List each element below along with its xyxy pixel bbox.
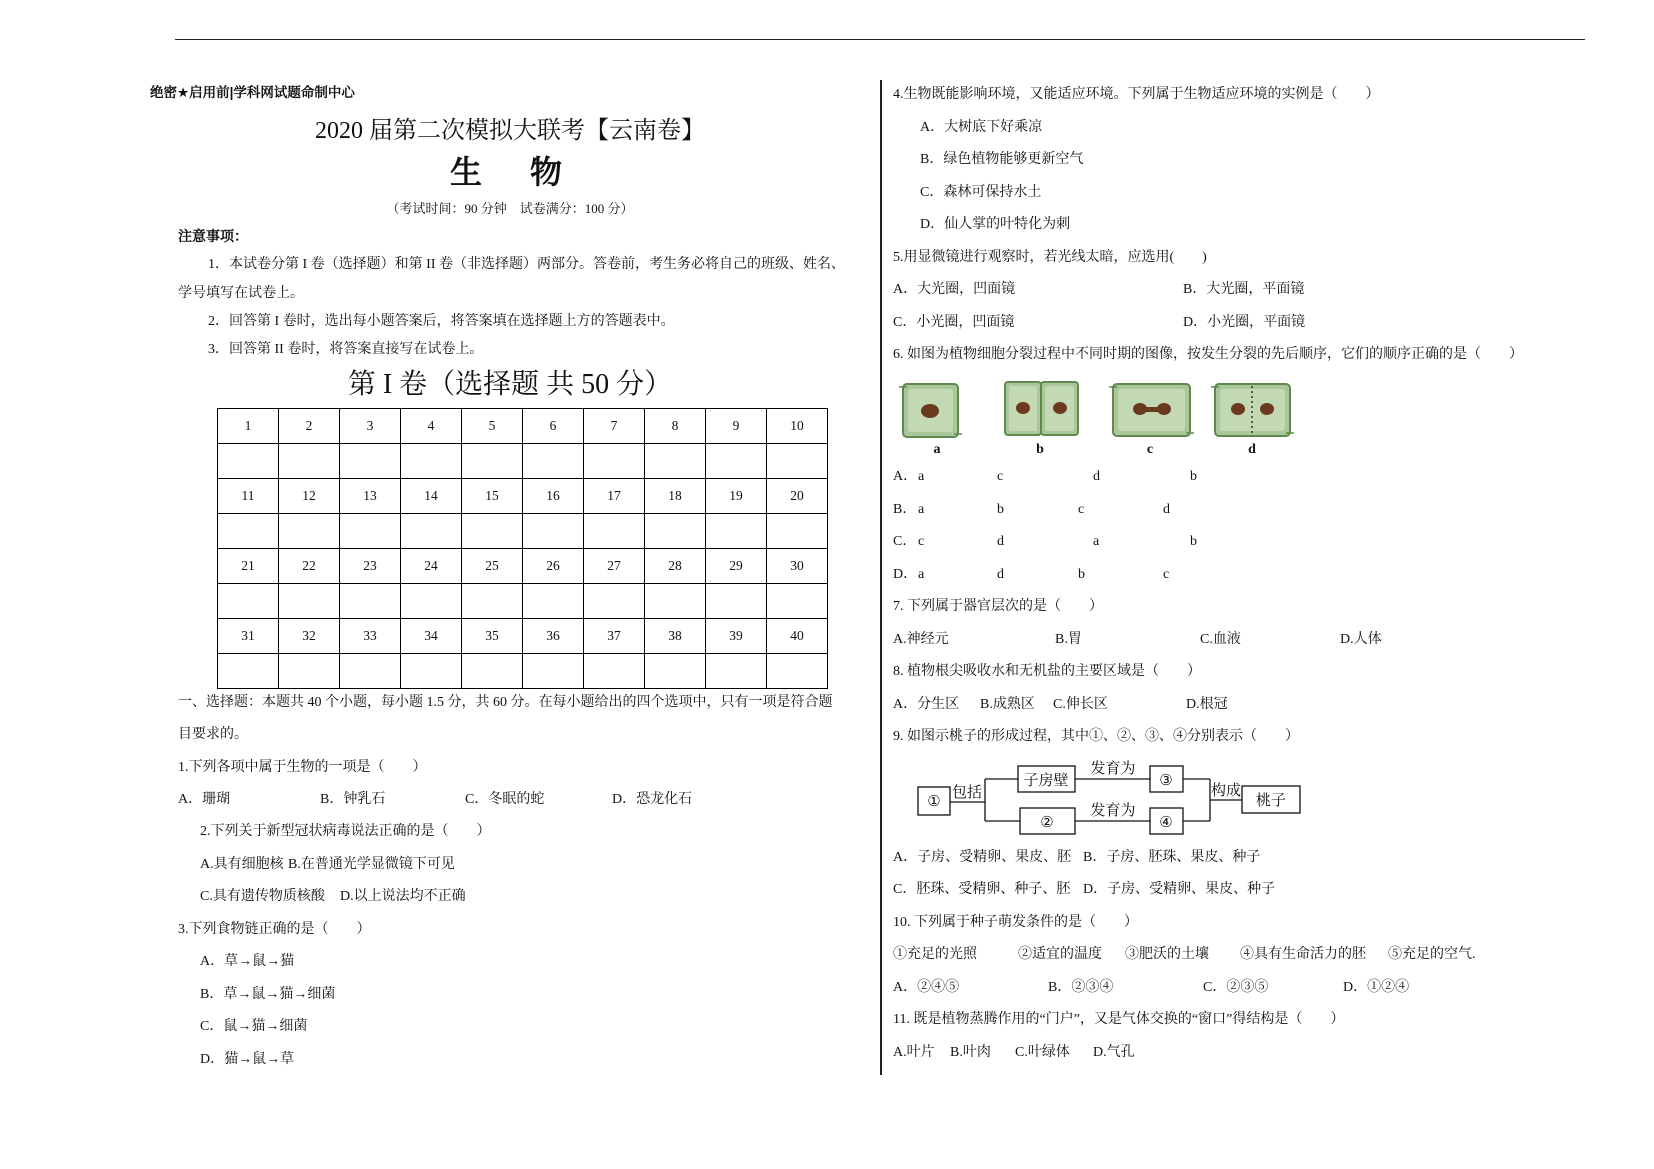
- answer-table-blank-cell: [279, 514, 340, 549]
- figure-label-d: d: [1248, 442, 1256, 457]
- answer-table-number-cell: 15: [462, 479, 523, 514]
- answer-table-blank-cell: [462, 514, 523, 549]
- question-6: 6. 如图为植物细胞分裂过程中不同时期的图像，按发生分裂的先后顺序，它们的顺序正确的是（ ）: [893, 347, 1523, 362]
- q5-option-c: C．小光圈，凹面镜: [893, 315, 1015, 330]
- answer-table-number-cell: 18: [645, 479, 706, 514]
- figure-label-b: b: [1036, 442, 1044, 457]
- answer-table-blank-cell: [401, 444, 462, 479]
- label-ovary-wall: 子房壁: [1023, 773, 1069, 789]
- answer-table-blank-cell: [767, 444, 828, 479]
- q6-option-a-item: c: [997, 469, 1004, 484]
- q6-option-d-item: d: [997, 567, 1004, 582]
- answer-table-blank-cell: [584, 514, 645, 549]
- q6-option-b-letter: B．: [893, 502, 917, 517]
- q6-option-d-letter: D．: [893, 567, 918, 582]
- answer-table-number-cell: 7: [584, 409, 645, 444]
- q6-option-c-item: a: [1093, 534, 1100, 549]
- q6-option-b-item: d: [1163, 502, 1170, 517]
- answer-table-number-cell: 39: [706, 619, 767, 654]
- q6-option-d-item: a: [918, 567, 925, 582]
- answer-table-blank-cell: [645, 444, 706, 479]
- answer-table-number-cell: 23: [340, 549, 401, 584]
- figure-label-c: c: [1146, 442, 1154, 457]
- section-title: 第 I 卷（选择题 共 50 分）: [347, 369, 673, 400]
- answer-table-number-cell: 11: [218, 479, 279, 514]
- answer-table-blank-cell: [706, 444, 767, 479]
- answer-table-blank-cell: [340, 514, 401, 549]
- answer-table-blank-cell: [645, 514, 706, 549]
- q5-option-a: A．大光圈，凹面镜: [893, 282, 1016, 297]
- answer-table-number-row: [218, 549, 828, 584]
- answer-table-number-cell: 16: [523, 479, 584, 514]
- cell-c-left-nucleus: [1133, 403, 1147, 415]
- answer-table-blank-cell: [645, 584, 706, 619]
- answer-table-blank-cell: [584, 584, 645, 619]
- answer-table-number-cell: 20: [767, 479, 828, 514]
- q6-option-d-item: c: [1163, 567, 1170, 582]
- question-7: 7. 下列属于器官层次的是（ ）: [893, 599, 1103, 614]
- q6-option-d-item: b: [1078, 567, 1085, 582]
- cell-b-left-nucleus: [1016, 402, 1030, 414]
- question-11: 11. 既是植物蒸腾作用的“门户”，又是气体交换的“窗口”得结构是（ ）: [893, 1012, 1345, 1027]
- q4-option-a: A．大树底下好乘凉: [920, 120, 1043, 135]
- answer-table-number-cell: 36: [523, 619, 584, 654]
- answer-table-number-cell: 38: [645, 619, 706, 654]
- answer-table-number-cell: 28: [645, 549, 706, 584]
- answer-table-blank-cell: [401, 584, 462, 619]
- cell-a-image: [899, 384, 962, 437]
- answer-table-number-cell: 1: [218, 409, 279, 444]
- answer-table-number-row: [218, 619, 828, 654]
- q4-option-d: D．仙人掌的叶特化为刺: [920, 217, 1071, 232]
- q1-option-d: D．恐龙化石: [612, 792, 693, 807]
- q5-option-b: B．大光圈，平面镜: [1183, 282, 1305, 297]
- q2-option-d: D.以上说法均不正确: [340, 889, 466, 904]
- q2-option-c: C.具有遗传物质核酸: [200, 889, 325, 904]
- exam-info: （考试时间：90 分钟 试卷满分：100 分）: [386, 201, 634, 216]
- answer-table-body: [218, 409, 828, 689]
- question-1: 1.下列各项中属于生物的一项是（ ）: [178, 760, 427, 775]
- confidential-label: 绝密★启用前|学科网试题命制中心: [150, 85, 355, 100]
- answer-table-blank-cell: [645, 654, 706, 689]
- answer-table-number-cell: 13: [340, 479, 401, 514]
- q6-option-c-item: d: [997, 534, 1004, 549]
- answer-table-number-cell: 25: [462, 549, 523, 584]
- question-8: 8. 植物根尖吸收水和无机盐的主要区域是（ ）: [893, 664, 1201, 679]
- answer-table-number-cell: 12: [279, 479, 340, 514]
- column-divider: [880, 80, 882, 1075]
- subject-title: 生 物: [449, 154, 570, 190]
- q6-option-a-item: a: [918, 469, 925, 484]
- answer-table-blank-cell: [218, 444, 279, 479]
- q10-condition-2: ②适宜的温度: [1018, 947, 1102, 962]
- label-4: ④: [1159, 815, 1173, 831]
- q3-option-b: B．草→鼠→猫→细菌: [200, 987, 336, 1002]
- answer-table-blank-cell: [401, 654, 462, 689]
- peach-formation-diagram: [910, 755, 1310, 845]
- q4-option-b: B．绿色植物能够更新空气: [920, 152, 1084, 167]
- answer-table-number-cell: 3: [340, 409, 401, 444]
- cell-b-right-nucleus: [1053, 402, 1067, 414]
- q10-option-a: A．②④⑤: [893, 980, 960, 995]
- label-develops-into-top: 发育为: [1090, 761, 1136, 777]
- answer-table-number-cell: 29: [706, 549, 767, 584]
- answer-table-blank-cell: [523, 654, 584, 689]
- answer-table-blank-cell: [706, 514, 767, 549]
- answer-table: [217, 408, 828, 689]
- cell-d-cytoplasm: [1220, 389, 1285, 431]
- note-item-1: 1．本试卷分第 I 卷（选择题）和第 II 卷（非选择题）两部分。答卷前，考生务必将自己的班级、姓名、: [208, 257, 845, 272]
- q6-option-c-item: b: [1190, 534, 1197, 549]
- answer-table-blank-cell: [279, 444, 340, 479]
- answer-table-number-cell: 37: [584, 619, 645, 654]
- q10-condition-3: ③肥沃的土壤: [1125, 947, 1209, 962]
- answer-table-blank-cell: [340, 444, 401, 479]
- answer-table-blank-cell: [523, 444, 584, 479]
- answer-table-blank-cell: [767, 514, 828, 549]
- q9-option-c: C．胚珠、受精卵、种子、胚: [893, 882, 1071, 897]
- answer-table-blank-row: [218, 654, 828, 689]
- note-item-2: 2．回答第 I 卷时，选出每小题答案后，将答案填在选择题上方的答题表中。: [208, 314, 675, 329]
- answer-table-number-cell: 4: [401, 409, 462, 444]
- figure-label-a: a: [933, 442, 941, 457]
- q5-option-d: D．小光圈，平面镜: [1183, 315, 1306, 330]
- cell-d-image: [1211, 384, 1294, 436]
- question-2: 2.下列关于新型冠状病毒说法正确的是（ ）: [200, 824, 491, 839]
- answer-table-blank-cell: [279, 584, 340, 619]
- q10-condition-5: ⑤充足的空气.: [1388, 947, 1476, 962]
- q8-option-c: C.伸长区: [1053, 697, 1108, 712]
- cell-a-nucleus: [921, 404, 939, 418]
- answer-table-number-cell: 31: [218, 619, 279, 654]
- answer-table-number-cell: 40: [767, 619, 828, 654]
- part-instructions-line1: 一、选择题：本题共 40 个小题，每小题 1.5 分，共 60 分。在每小题给出的四个选项中，只有一项是符合题: [178, 695, 833, 710]
- q9-option-b: B．子房、胚珠、果皮、种子: [1083, 850, 1261, 865]
- answer-table-number-cell: 10: [767, 409, 828, 444]
- answer-table-blank-cell: [706, 584, 767, 619]
- answer-table-blank-row: [218, 514, 828, 549]
- answer-table-blank-cell: [523, 584, 584, 619]
- answer-table-blank-cell: [462, 584, 523, 619]
- answer-table-number-cell: 8: [645, 409, 706, 444]
- label-2: ②: [1040, 815, 1054, 831]
- q6-option-b-item: b: [997, 502, 1004, 517]
- cell-d-right-nucleus: [1260, 403, 1274, 415]
- label-forms: 构成: [1210, 783, 1242, 799]
- note-item-1-continued: 学号填写在试卷上。: [178, 286, 304, 301]
- q6-option-b-item: a: [918, 502, 925, 517]
- answer-table-number-cell: 5: [462, 409, 523, 444]
- answer-table-number-cell: 6: [523, 409, 584, 444]
- q3-option-c: C．鼠→猫→细菌: [200, 1019, 308, 1034]
- header-rule: [175, 39, 1585, 40]
- answer-table-blank-cell: [340, 654, 401, 689]
- q7-option-a: A.神经元: [893, 632, 949, 647]
- q11-option-d: D.气孔: [1093, 1045, 1135, 1060]
- label-3: ③: [1159, 773, 1173, 789]
- answer-table-blank-cell: [218, 514, 279, 549]
- answer-table-number-cell: 22: [279, 549, 340, 584]
- q10-condition-4: ④具有生命活力的胚: [1240, 947, 1366, 962]
- label-peach: 桃子: [1255, 793, 1287, 809]
- q8-option-d: D.根冠: [1186, 697, 1228, 712]
- answer-table-number-cell: 14: [401, 479, 462, 514]
- q10-option-b: B．②③④: [1048, 980, 1114, 995]
- q4-option-c: C．森林可保持水土: [920, 185, 1042, 200]
- answer-table-blank-row: [218, 584, 828, 619]
- question-3: 3.下列食物链正确的是（ ）: [178, 922, 371, 937]
- answer-table-blank-cell: [584, 654, 645, 689]
- q6-option-b-item: c: [1078, 502, 1085, 517]
- answer-table-number-cell: 21: [218, 549, 279, 584]
- label-1: ①: [927, 794, 941, 810]
- label-develops-into-bottom: 发育为: [1090, 803, 1136, 819]
- q6-option-c-letter: C．: [893, 534, 917, 549]
- answer-table-number-cell: 9: [706, 409, 767, 444]
- answer-table-blank-cell: [706, 654, 767, 689]
- cell-division-figure: [893, 378, 1313, 442]
- q3-option-d: D．猫→鼠→草: [200, 1052, 295, 1067]
- cell-d-left-nucleus: [1231, 403, 1245, 415]
- q1-option-b: B．钟乳石: [320, 792, 386, 807]
- answer-table-blank-cell: [584, 444, 645, 479]
- q1-option-a: A．珊瑚: [178, 792, 231, 807]
- answer-table-blank-cell: [218, 584, 279, 619]
- answer-table-blank-cell: [462, 654, 523, 689]
- answer-table-number-cell: 17: [584, 479, 645, 514]
- q6-option-a-item: b: [1190, 469, 1197, 484]
- notes-heading: 注意事项：: [178, 230, 248, 245]
- q10-option-c: C．②③⑤: [1203, 980, 1269, 995]
- answer-table-blank-cell: [401, 514, 462, 549]
- answer-table-number-cell: 32: [279, 619, 340, 654]
- answer-table-number-cell: 19: [706, 479, 767, 514]
- q10-option-d: D．①②④: [1343, 980, 1410, 995]
- answer-table-blank-cell: [767, 584, 828, 619]
- q9-option-d: D．子房、受精卵、果皮、种子: [1083, 882, 1276, 897]
- q7-option-c: C.血液: [1200, 632, 1241, 647]
- answer-table-blank-cell: [340, 584, 401, 619]
- question-9: 9. 如图示桃子的形成过程，其中①、②、③、④分别表示（ ）: [893, 729, 1299, 744]
- q11-option-c: C.叶绿体: [1015, 1045, 1070, 1060]
- note-item-3: 3．回答第 II 卷时，将答案直接写在试卷上。: [208, 342, 484, 357]
- q7-option-b: B.胃: [1055, 632, 1082, 647]
- cell-c-image: [1109, 384, 1194, 436]
- answer-table-blank-cell: [767, 654, 828, 689]
- answer-table-number-cell: 35: [462, 619, 523, 654]
- q7-option-d: D.人体: [1340, 632, 1382, 647]
- q8-option-b: B.成熟区: [980, 697, 1035, 712]
- q9-option-a: A．子房、受精卵、果皮、胚: [893, 850, 1072, 865]
- q3-option-a: A．草→鼠→猫: [200, 954, 295, 969]
- answer-table-number-cell: 27: [584, 549, 645, 584]
- cell-b-image: [1005, 382, 1078, 435]
- q6-option-a-item: d: [1093, 469, 1100, 484]
- question-5: 5.用显微镜进行观察时，若光线太暗，应选用( ): [893, 250, 1207, 265]
- q8-option-a: A．分生区: [893, 697, 960, 712]
- answer-table-number-row: [218, 479, 828, 514]
- q6-option-a-letter: A．: [893, 469, 918, 484]
- q6-option-c-item: c: [918, 534, 925, 549]
- q11-option-b: B.叶肉: [950, 1045, 991, 1060]
- answer-table-blank-row: [218, 444, 828, 479]
- cell-c-right-nucleus: [1157, 403, 1171, 415]
- exam-title: 2020 届第二次模拟大联考【云南卷】: [315, 118, 705, 144]
- q1-option-c: C．冬眠的蛇: [465, 792, 545, 807]
- question-4: 4.生物既能影响环境，又能适应环境。下列属于生物适应环境的实例是（ ）: [893, 87, 1380, 102]
- answer-table-number-row: [218, 409, 828, 444]
- question-10: 10. 下列属于种子萌发条件的是（ ）: [893, 915, 1138, 930]
- q10-condition-1: ①充足的光照: [893, 947, 977, 962]
- answer-table-number-cell: 24: [401, 549, 462, 584]
- answer-table-blank-cell: [218, 654, 279, 689]
- q2-option-b: B.在普通光学显微镜下可见: [288, 857, 455, 872]
- answer-table-number-cell: 2: [279, 409, 340, 444]
- answer-table-number-cell: 33: [340, 619, 401, 654]
- label-includes: 包括: [951, 785, 983, 801]
- q2-option-a: A.具有细胞核: [200, 857, 284, 872]
- answer-table-blank-cell: [279, 654, 340, 689]
- answer-table-number-cell: 26: [523, 549, 584, 584]
- answer-table-blank-cell: [462, 444, 523, 479]
- part-instructions-line2: 目要求的。: [178, 727, 248, 742]
- answer-table-number-cell: 30: [767, 549, 828, 584]
- q11-option-a: A.叶片: [893, 1045, 935, 1060]
- answer-table-blank-cell: [523, 514, 584, 549]
- answer-table-number-cell: 34: [401, 619, 462, 654]
